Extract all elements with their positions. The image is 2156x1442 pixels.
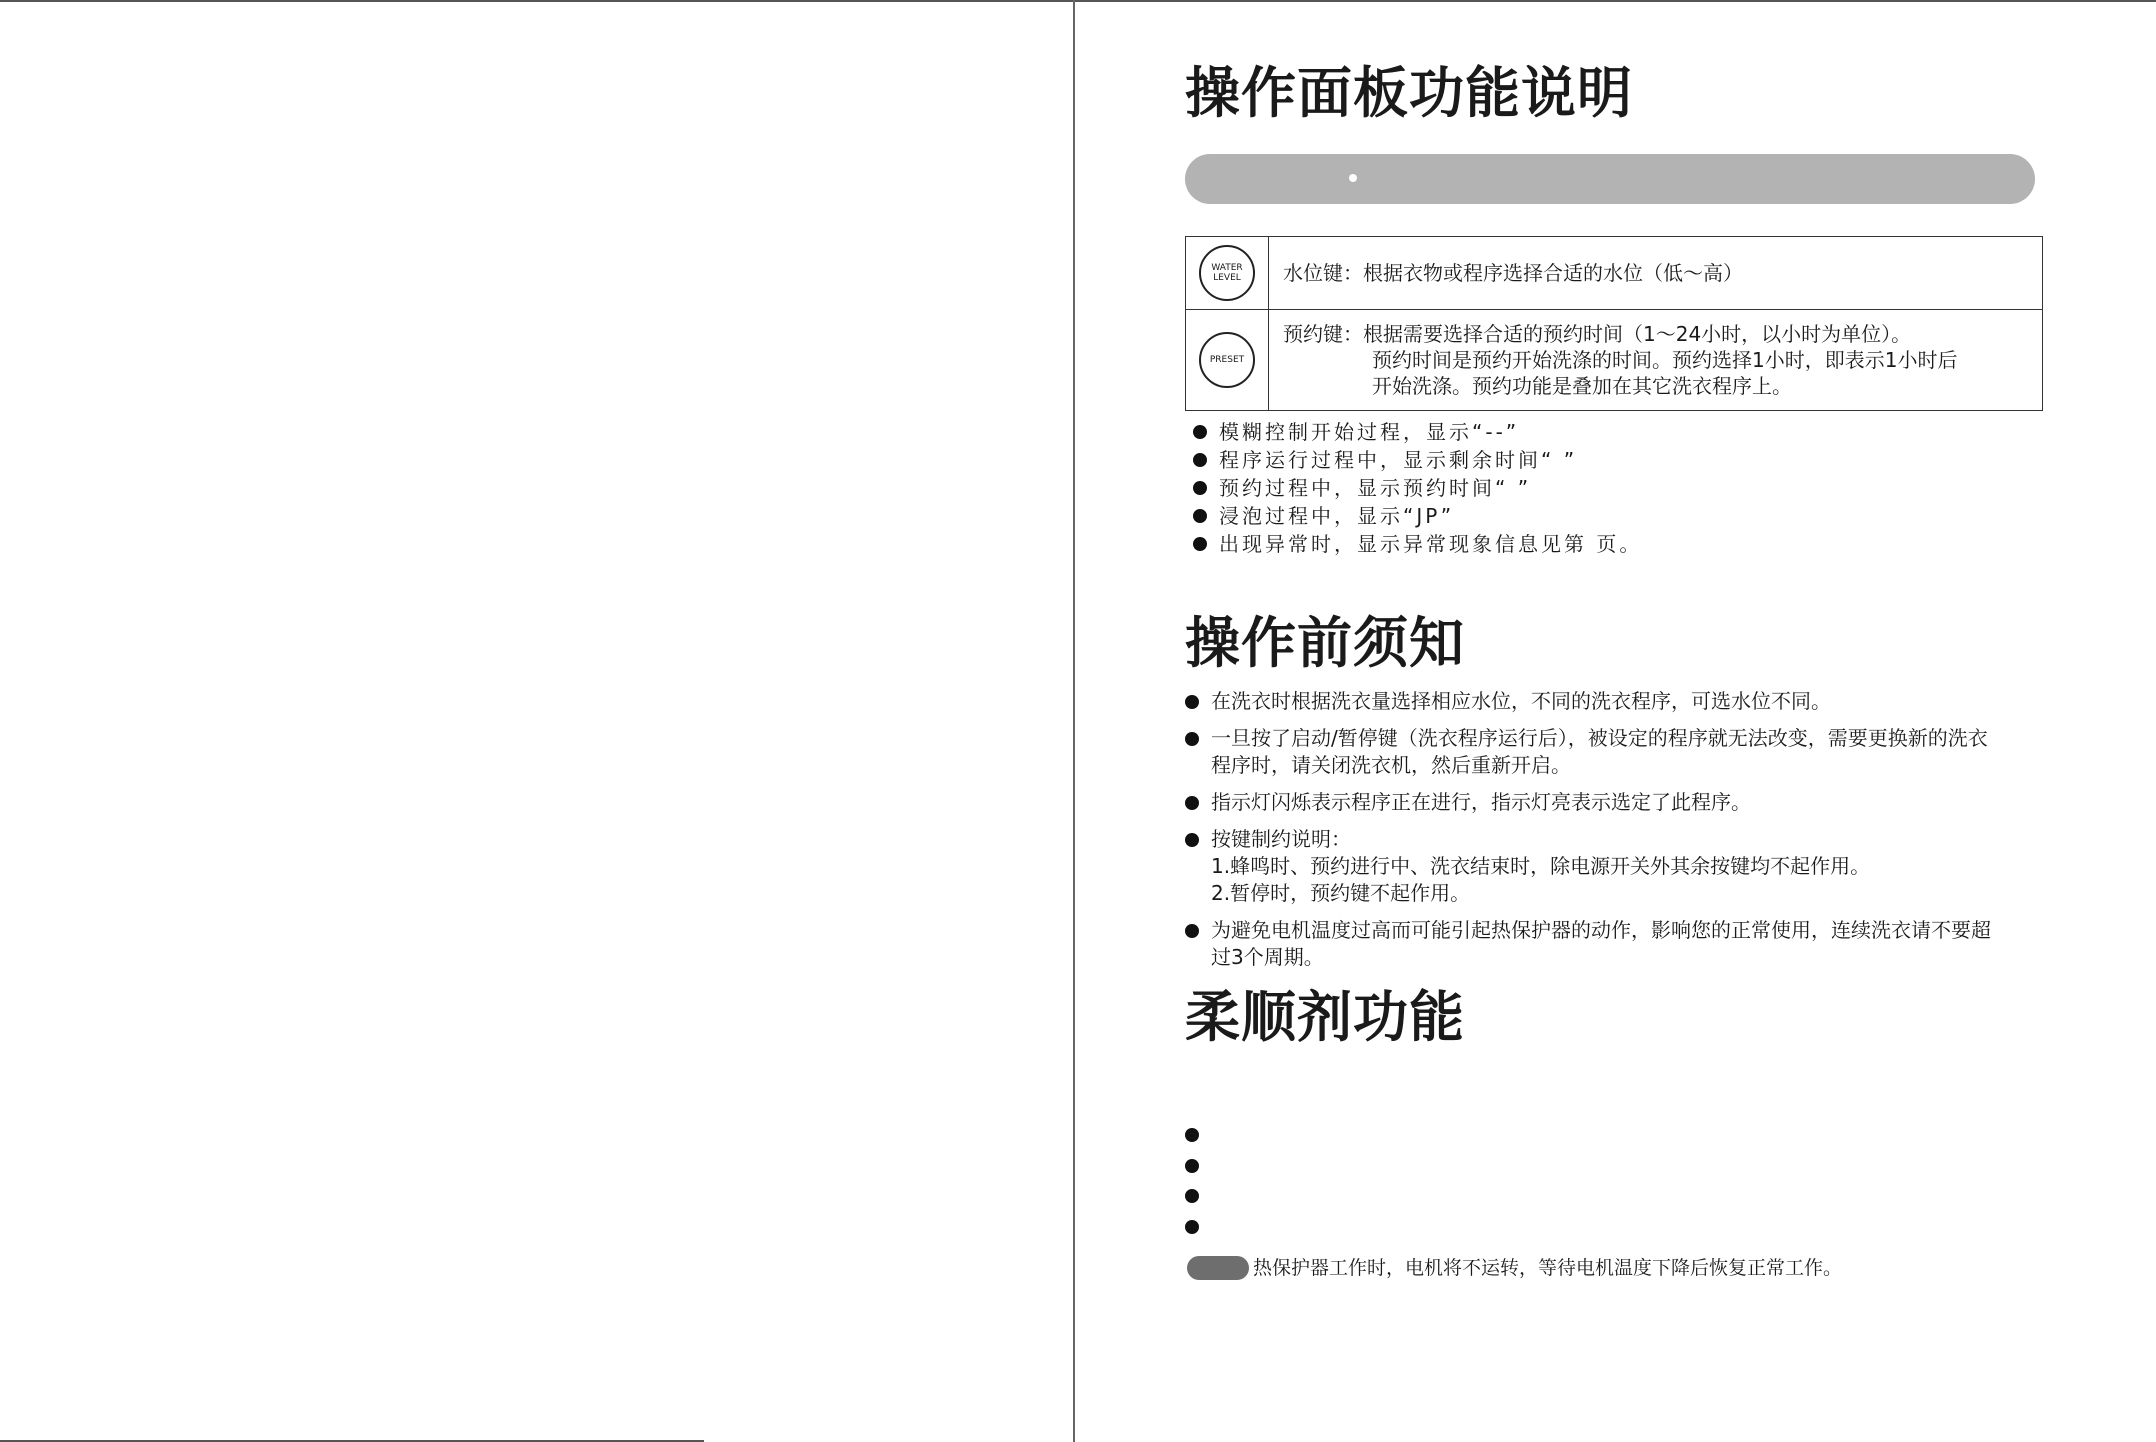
water-level-description: 水位键：根据衣物或程序选择合适的水位（低～高） — [1269, 237, 2043, 310]
list-item: 模糊控制开始过程，显示“--” — [1193, 418, 1642, 446]
top-border-line — [0, 0, 2156, 2]
list-item: 为避免电机温度过高而可能引起热保护器的动作，影响您的正常使用，连续洗衣请不要超 过3个周期。 — [1185, 917, 2085, 971]
page-divider — [1073, 0, 1075, 1442]
list-item: 按键制约说明： 1.蜂鸣时、预约进行中、洗衣结束时，除电源开关外其余按键均不起作用。 2.暂停时，预约键不起作用。 — [1185, 826, 2085, 907]
key-function-table — [1185, 236, 2043, 411]
list-item: 在洗衣时根据洗衣量选择相应水位，不同的洗衣程序，可选水位不同。 — [1185, 688, 2085, 715]
list-item: 出现异常时，显示异常现象信息见第 页。 — [1193, 530, 1642, 558]
key-row-water-level — [1186, 237, 2043, 310]
panel-section-title: 操作面板功能说明 — [1185, 61, 1634, 125]
banner-dot — [1349, 174, 1357, 182]
softener-bullet-list — [1185, 1120, 1211, 1242]
section-banner — [1185, 154, 2035, 204]
softener-section-title: 柔顺剂功能 — [1185, 985, 1466, 1049]
list-item: 预约过程中，显示预约时间“ ” — [1193, 474, 1642, 502]
list-item — [1185, 1120, 1211, 1151]
thermal-protector-note: 热保护器工作时，电机将不运转，等待电机温度下降后恢复正常工作。 — [1253, 1257, 1843, 1279]
display-info-list — [1193, 418, 1642, 558]
list-item — [1185, 1212, 1211, 1243]
pre-operation-title: 操作前须知 — [1185, 611, 1466, 675]
note-tag-badge — [1187, 1256, 1249, 1280]
water-level-key-icon: WATER LEVEL — [1199, 245, 1255, 301]
preset-description: 预约键：根据需要选择合适的预约时间（1～24小时，以小时为单位）。 预约时间是预约开始洗涤的时间。预约选择1小时，即表示1小时后 开始洗涤。预约功能是叠加在其它洗衣程序上。 — [1269, 310, 2043, 411]
list-item: 一旦按了启动/暂停键（洗衣程序运行后），被设定的程序就无法改变，需要更换新的洗衣 程序时，请关闭洗衣机，然后重新开启。 — [1185, 725, 2085, 779]
list-item: 浸泡过程中，显示“JP” — [1193, 502, 1642, 530]
list-item — [1185, 1181, 1211, 1212]
list-item: 指示灯闪烁表示程序正在进行，指示灯亮表示选定了此程序。 — [1185, 789, 2085, 816]
list-item — [1185, 1151, 1211, 1182]
key-row-preset — [1186, 310, 2043, 411]
list-item: 程序运行过程中，显示剩余时间“ ” — [1193, 446, 1642, 474]
pre-operation-notes — [1185, 688, 2085, 981]
preset-key-icon: PRESET — [1199, 332, 1255, 388]
